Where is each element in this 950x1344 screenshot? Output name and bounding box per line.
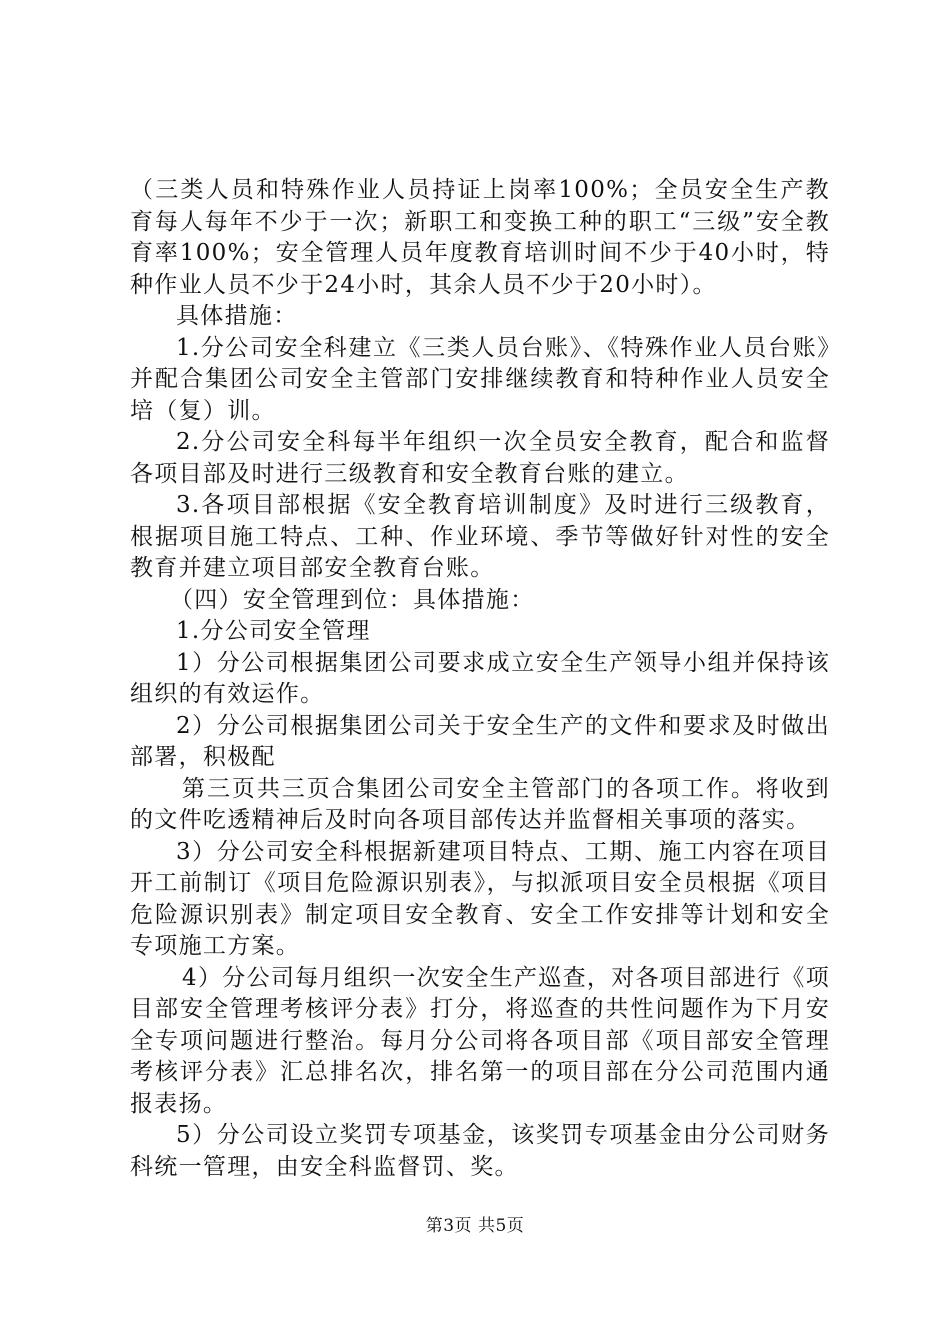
paragraph-item-2: 2）分公司根据集团公司关于安全生产的文件和要求及时做出部署，积极配	[130, 712, 830, 770]
paragraph-section-4-heading: （四）安全管理到位：具体措施：	[170, 586, 535, 613]
page-number-footer: 第3页 共5页	[425, 1216, 525, 1236]
paragraph-measure-3: 3.各项目部根据《安全教育培训制度》及时进行三级教育，根据项目施工特点、工种、作业环境、季节等做好针对性的安全教育并建立项目部安全教育台账。	[130, 492, 830, 581]
paragraph-measure-2: 2.分公司安全科每半年组织一次全员安全教育，配合和监督各项目部及时进行三级教育和安全教育台账的建立。	[130, 429, 830, 487]
document-body	[130, 175, 830, 1183]
paragraph-item-2-continued: 第三页共三页合集团公司安全主管部门的各项工作。将收到的文件吃透精神后及时向各项目部传达并监督相关事项的落实。	[130, 775, 830, 833]
paragraph-item-4: 4）分公司每月组织一次安全生产巡查，对各项目部进行《项目部安全管理考核评分表》打分，将巡查的共性问题作为下月安全专项问题进行整治。每月分公司将各项目部《项目部安全管理考核评分表》汇总排名次，排名第一的项目部在分公司范围内通报表扬。	[130, 964, 830, 1117]
paragraph-item-3: 3）分公司安全科根据新建项目特点、工期、施工内容在项目开工前制订《项目危险源识别表》，与拟派项目安全员根据《项目危险源识别表》制定项目安全教育、安全工作安排等计划和安全专项施工方案。	[130, 838, 830, 959]
paragraph-measures-heading: 具体措施：	[176, 303, 298, 329]
paragraph-measure-1: 1.分公司安全科建立《三类人员台账》、《特殊作业人员台账》并配合集团公司安全主管部门安排继续教育和特种作业人员安全培（复）训。	[130, 334, 830, 424]
paragraph-branch-safety-heading: 1.分公司安全管理	[176, 618, 371, 644]
paragraph-requirements: （三类人员和特殊作业人员持证上岗率100%；全员安全生产教育每人每年不少于一次；新职工和变换工种的职工“三级”安全教育率100%；安全管理人员年度教育培训时间不少于40小时，特种作业人员不少于24小时，其余人员不少于20小时）。	[130, 177, 830, 298]
paragraph-item-1: 1）分公司根据集团公司要求成立安全生产领导小组并保持该组织的有效运作。	[130, 649, 830, 707]
paragraph-item-5: 5）分公司设立奖罚专项基金，该奖罚专项基金由分公司财务科统一管理，由安全科监督罚、奖。	[130, 1122, 830, 1180]
